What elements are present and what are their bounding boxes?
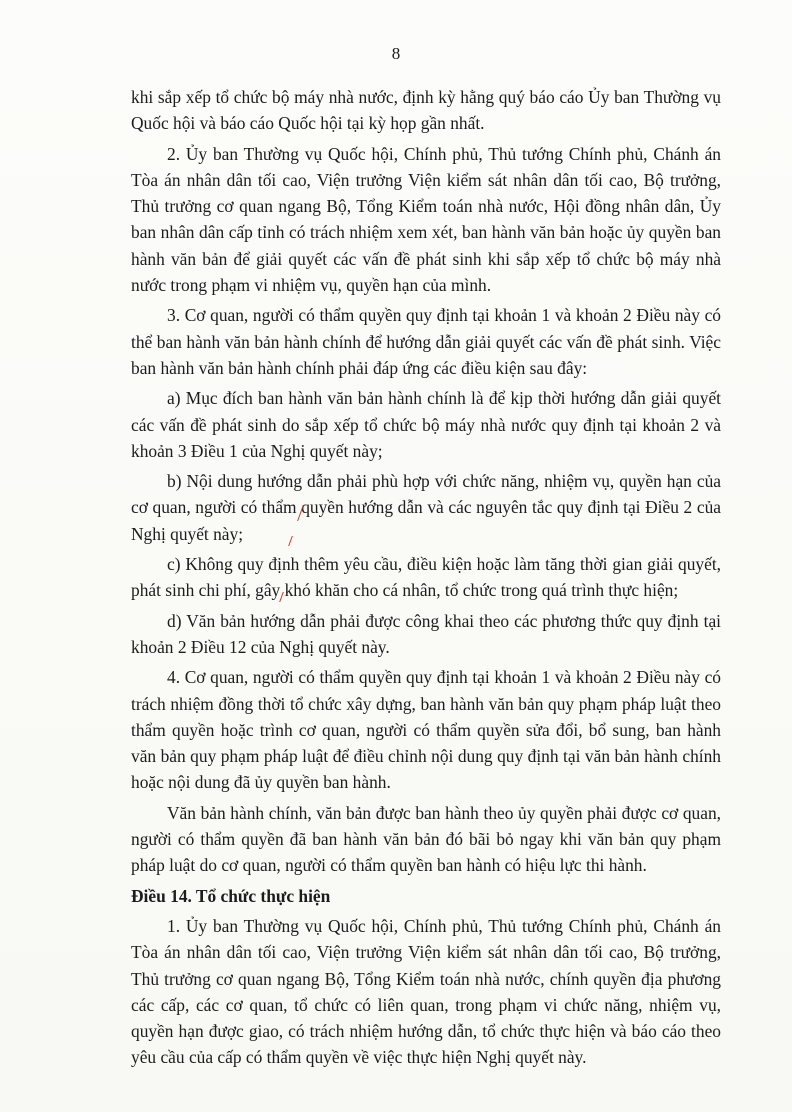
- page-number: 8: [391, 44, 401, 63]
- article-14-heading: Điều 14. Tổ chức thực hiện: [131, 885, 331, 906]
- body-text: [131, 84, 721, 1075]
- paragraph-clause-4: 4. Cơ quan, người có thẩm quyền quy định tại khoản 1 và khoản 2 Điều này có trách nhiệm đồng thời tổ chức xây dựng, ban hành văn bản quy phạm pháp luật theo thẩm quyền hoặc trình cơ quan, người có thẩm quyền sửa đổi, bổ sung, ban hành văn bản quy phạm pháp luật để điều chỉnh nội dung quy định tại văn bản hành chính hoặc nội dung đã ủy quyền ban hành.: [131, 667, 721, 793]
- article-14-clause-1: 1. Ủy ban Thường vụ Quốc hội, Chính phủ, Thủ tướng Chính phủ, Chánh án Tòa án nhân dân tối cao, Viện trưởng Viện kiểm sát nhân dân tối cao, Bộ trưởng, Thủ trưởng cơ quan ngang Bộ, Tổng Kiểm toán nhà nước, chính quyền địa phương các cấp, các cơ quan, tổ chức có liên quan, trong phạm vi chức năng, nhiệm vụ, quyền hạn được giao, có trách nhiệm hướng dẫn, tổ chức thực hiện và báo cáo theo yêu cầu của cấp có thẩm quyền về việc thực hiện Nghị quyết này.: [131, 915, 721, 1068]
- paragraph-point-c: c) Không quy định thêm yêu cầu, điều kiện hoặc làm tăng thời gian giải quyết, phát sinh chi phí, gây khó khăn cho cá nhân, tổ chức trong quá trình thực hiện;: [131, 554, 721, 601]
- paragraph-clause-2: 2. Ủy ban Thường vụ Quốc hội, Chính phủ, Thủ tướng Chính phủ, Chánh án Tòa án nhân dân tối cao, Viện trưởng Viện kiểm sát nhân dân tối cao, Bộ trưởng, Thủ trưởng cơ quan ngang Bộ, Tổng Kiểm toán nhà nước, Hội đồng nhân dân, Ủy ban nhân dân cấp tỉnh có trách nhiệm xem xét, ban hành văn bản hoặc ủy quyền ban hành văn bản để giải quyết các vấn đề phát sinh khi sắp xếp tổ chức bộ máy nhà nước trong phạm vi nhiệm vụ, quyền hạn của mình.: [131, 143, 721, 296]
- paragraph-point-b: b) Nội dung hướng dẫn phải phù hợp với chức năng, nhiệm vụ, quyền hạn của cơ quan, người có thẩm quyền hướng dẫn và các nguyên tắc quy định tại Điều 2 của Nghị quyết này;: [131, 471, 721, 544]
- paragraph-repeal: Văn bản hành chính, văn bản được ban hành theo ủy quyền phải được cơ quan, người có thẩm quyền đã ban hành văn bản đó bãi bỏ ngay khi văn bản quy phạm pháp luật do cơ quan, người có thẩm quyền ban hành có hiệu lực thi hành.: [131, 802, 721, 876]
- paragraph-clause-3: 3. Cơ quan, người có thẩm quyền quy định tại khoản 1 và khoản 2 Điều này có thể ban hành văn bản hành chính để hướng dẫn giải quyết các vấn đề phát sinh. Việc ban hành văn bản hành chính phải đáp ứng các điều kiện sau đây:: [131, 305, 721, 378]
- paragraph-continuation: khi sắp xếp tổ chức bộ máy nhà nước, định kỳ hằng quý báo cáo Ủy ban Thường vụ Quốc hội và báo cáo Quốc hội tại kỳ họp gần nhất.: [131, 87, 721, 134]
- paragraph-point-a: a) Mục đích ban hành văn bản hành chính là để kịp thời hướng dẫn giải quyết các vấn đề phát sinh do sắp xếp tổ chức bộ máy nhà nước quy định tại khoản 2 và khoản 3 Điều 1 của Nghị quyết này;: [131, 388, 721, 461]
- paragraph-point-d: d) Văn bản hướng dẫn phải được công khai theo các phương thức quy định tại khoản 2 Điều 12 của Nghị quyết này.: [131, 610, 721, 657]
